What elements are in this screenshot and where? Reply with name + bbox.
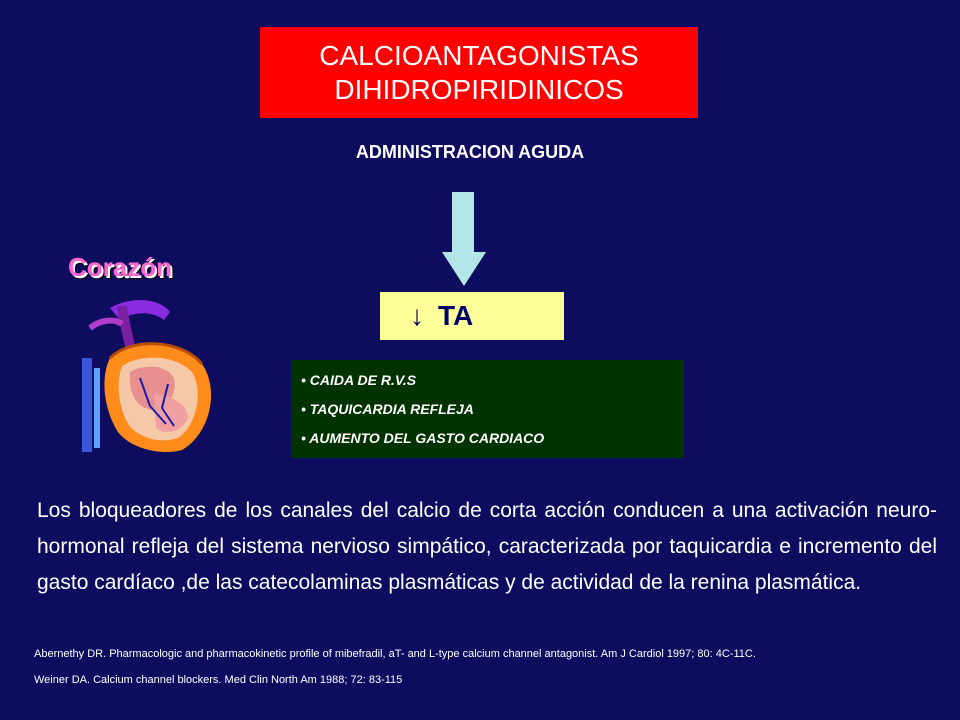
reference-1: Abernethy DR. Pharmacologic and pharmacokinetic profile of mibefradil, aT- and L-type calcium channel antagonist. Am J Cardiol 1997; 80: 4C-11C. <box>34 648 756 660</box>
title-line-1: CALCIOANTAGONISTAS <box>319 39 639 71</box>
title-line-2: DIHIDROPIRIDINICOS <box>334 73 624 105</box>
references <box>34 641 934 693</box>
ta-box <box>380 292 564 340</box>
explanation-paragraph: Los bloqueadores de los canales del calcio de corta acción conducen a una activación neuro-hormonal refleja del sistema nervioso simpático, caracterizada por taquicardia e incremento del gasto cardíaco ,de las catecolaminas plasmáticas y de actividad de la renina plasmática. <box>37 499 937 594</box>
reference-2: Weiner DA. Calcium channel blockers. Med Clin North Am 1988; 72: 83-115 <box>34 674 403 686</box>
organ-label: Corazón <box>68 252 172 282</box>
effect-item-1: • CAIDA DE R.V.S <box>301 372 417 388</box>
effect-item-2: • TAQUICARDIA REFLEJA <box>301 401 474 417</box>
title-box <box>260 27 698 118</box>
subtitle: ADMINISTRACION AGUDA <box>355 142 585 162</box>
effects-box <box>291 360 684 458</box>
down-arrow-icon <box>440 192 488 288</box>
down-arrow-glyph: ↓ <box>410 300 424 331</box>
ta-label: TA <box>438 300 474 331</box>
heart-illustration <box>70 298 230 458</box>
effect-item-3: • AUMENTO DEL GASTO CARDIACO <box>301 430 545 446</box>
